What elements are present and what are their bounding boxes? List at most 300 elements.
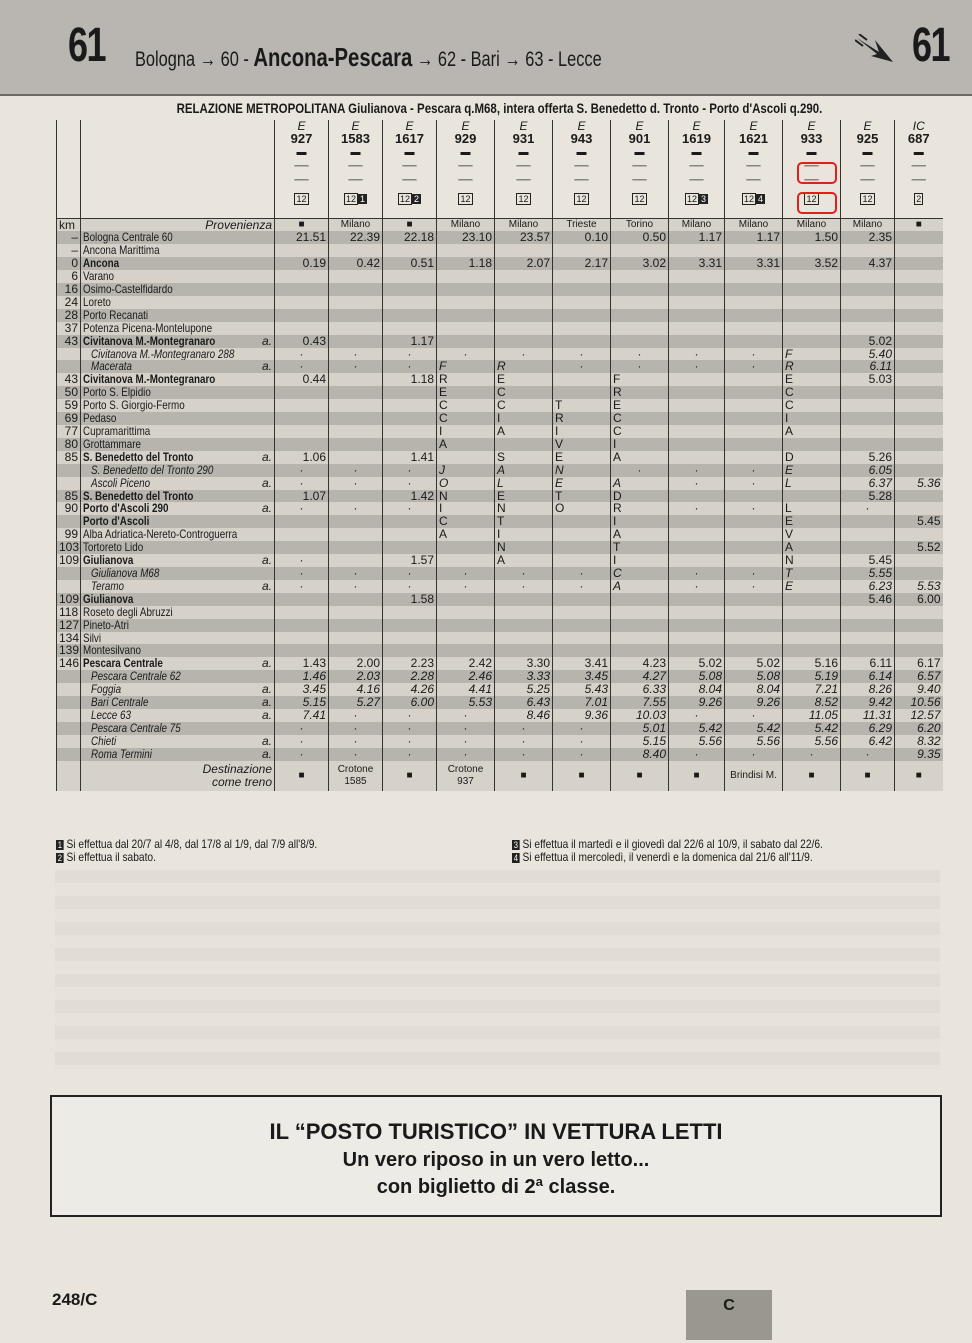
time-cell	[669, 335, 725, 348]
time-cell: ·	[495, 735, 553, 748]
time-cell	[895, 296, 943, 309]
time-cell: 5.52	[895, 541, 943, 554]
time-cell	[495, 438, 553, 451]
time-cell: 3.45	[553, 670, 611, 683]
km-label: km	[57, 218, 81, 231]
station-name: Chieti	[91, 734, 117, 748]
time-cell: F	[611, 373, 669, 386]
time-cell: 4.37	[841, 257, 895, 270]
time-cell: R	[611, 386, 669, 399]
time-cell: 6.33	[611, 683, 669, 696]
time-cell: 5.45	[895, 515, 943, 528]
time-cell: 8.04	[669, 683, 725, 696]
time-cell	[329, 296, 383, 309]
time-cell: 1.57	[383, 554, 437, 567]
km-cell: 99	[57, 528, 81, 541]
time-cell	[895, 528, 943, 541]
time-cell: E	[495, 490, 553, 503]
time-cell	[895, 399, 943, 412]
time-cell	[553, 386, 611, 399]
time-cell	[895, 231, 943, 244]
time-cell	[669, 451, 725, 464]
train-col-header	[895, 120, 943, 218]
station-name: Civitanova M.-Montegranaro	[83, 373, 216, 387]
time-cell: 5.40	[841, 348, 895, 361]
time-cell	[275, 322, 329, 335]
time-cell: ·	[329, 722, 383, 735]
time-cell: ·	[437, 348, 495, 361]
station-name: Porto d'Ascoli	[83, 515, 150, 529]
time-cell	[895, 632, 943, 645]
train-col-header	[329, 120, 383, 218]
arrival-marker: a.	[261, 579, 272, 593]
bleed-through-background	[55, 870, 940, 1070]
station-row	[57, 373, 943, 386]
time-cell: 3.31	[725, 257, 783, 270]
station-row	[57, 412, 943, 425]
time-cell: 1.46	[275, 670, 329, 683]
provenienza-cell: Milano	[841, 218, 895, 231]
time-cell	[495, 593, 553, 606]
station-name: Lecce 63	[91, 708, 131, 722]
time-cell	[275, 399, 329, 412]
time-cell: 8.52	[783, 696, 841, 709]
station-cell	[81, 464, 275, 477]
station-row	[57, 296, 943, 309]
km-cell: 118	[57, 606, 81, 619]
station-name: Cupramarittima	[83, 425, 151, 438]
station-cell	[81, 438, 275, 451]
time-cell: 1.17	[383, 335, 437, 348]
time-cell	[383, 632, 437, 645]
train-category: E	[635, 120, 644, 133]
time-cell	[383, 244, 437, 257]
time-cell: 7.41	[275, 709, 329, 722]
time-cell	[783, 438, 841, 451]
time-cell	[783, 619, 841, 632]
time-cell: 6.29	[841, 722, 895, 735]
time-cell: 3.31	[669, 257, 725, 270]
station-name: Potenza Picena-Montelupone	[83, 321, 213, 335]
time-cell	[669, 554, 725, 567]
time-cell	[669, 322, 725, 335]
time-cell: A	[611, 477, 669, 490]
table-title: RELAZIONE METROPOLITANA Giulianova - Pescara q.M68, intera offerta S. Benedetto d. Tronto - Porto d'Ascoli q.290.	[176, 100, 823, 116]
station-row	[57, 464, 943, 477]
station-cell	[81, 296, 275, 309]
time-cell: O	[437, 477, 495, 490]
time-cell: V	[553, 438, 611, 451]
time-cell	[329, 386, 383, 399]
station-cell	[81, 748, 275, 761]
train-col-header	[669, 120, 725, 218]
time-cell: ·	[383, 580, 437, 593]
time-cell	[841, 515, 895, 528]
station-cell	[81, 412, 275, 425]
time-cell: C	[783, 386, 841, 399]
station-row	[57, 257, 943, 270]
time-cell: O	[553, 502, 611, 515]
time-cell: I	[783, 412, 841, 425]
time-cell: 6.37	[841, 477, 895, 490]
time-cell: A	[437, 528, 495, 541]
provenienza-cell: Milano	[495, 218, 553, 231]
km-cell: –	[57, 231, 81, 244]
time-cell	[895, 438, 943, 451]
time-cell: 5.27	[329, 696, 383, 709]
time-cell: T	[783, 567, 841, 580]
time-cell	[841, 438, 895, 451]
time-cell: C	[437, 515, 495, 528]
time-cell	[725, 386, 783, 399]
time-cell	[669, 632, 725, 645]
station-cell	[81, 528, 275, 541]
time-cell	[495, 296, 553, 309]
station-cell	[81, 632, 275, 645]
time-cell	[437, 644, 495, 657]
km-cell: 90	[57, 502, 81, 515]
time-cell	[725, 644, 783, 657]
time-cell	[437, 541, 495, 554]
time-cell: 2.46	[437, 670, 495, 683]
time-cell	[895, 335, 943, 348]
time-cell	[275, 528, 329, 541]
footnote-2	[56, 851, 156, 864]
time-cell	[669, 515, 725, 528]
train-col-header	[383, 120, 437, 218]
time-cell: C	[611, 412, 669, 425]
km-blank	[57, 761, 81, 791]
time-cell: R	[783, 360, 841, 373]
time-cell: ·	[495, 722, 553, 735]
time-cell: L	[495, 477, 553, 490]
time-cell	[841, 270, 895, 283]
time-cell: N	[783, 554, 841, 567]
station-name: Ancona Marittima	[83, 244, 160, 258]
station-name: Bari Centrale	[91, 696, 149, 709]
class-badge: 12	[518, 193, 529, 204]
time-cell: L	[783, 502, 841, 515]
time-cell: A	[495, 425, 553, 438]
station-cell	[81, 644, 275, 657]
time-cell	[611, 283, 669, 296]
time-cell	[895, 490, 943, 503]
time-cell	[895, 567, 943, 580]
km-cell: 16	[57, 283, 81, 296]
time-cell	[437, 593, 495, 606]
coach-icon: ▬ ── ──	[348, 146, 363, 186]
time-cell	[895, 412, 943, 425]
train-category: E	[807, 120, 816, 133]
station-name: S. Benedetto del Tronto 290	[91, 463, 214, 477]
footnote-3-marker: 3	[513, 840, 518, 850]
time-cell: E	[783, 373, 841, 386]
come-treno-label: come treno	[211, 774, 272, 789]
time-cell: 1.41	[383, 451, 437, 464]
coach-icon: ▬ ── ──	[574, 146, 589, 186]
destinazione-cell: ■	[895, 761, 943, 791]
time-cell	[437, 244, 495, 257]
time-cell: 3.45	[275, 683, 329, 696]
time-cell	[553, 373, 611, 386]
time-cell	[669, 399, 725, 412]
time-cell	[895, 348, 943, 361]
time-cell: 4.27	[611, 670, 669, 683]
station-cell	[81, 722, 275, 735]
time-cell: 6.20	[895, 722, 943, 735]
time-cell: ·	[329, 735, 383, 748]
time-cell	[329, 541, 383, 554]
time-cell	[895, 360, 943, 373]
station-name: Porto S. Elpidio	[83, 386, 151, 400]
station-name: Grottammare	[83, 437, 141, 451]
station-name: Teramo	[91, 579, 125, 593]
time-cell: ·	[437, 709, 495, 722]
train-number: 1619	[682, 130, 711, 146]
time-cell: 5.36	[895, 477, 943, 490]
train-number: 1621	[739, 130, 768, 146]
time-cell: T	[553, 399, 611, 412]
time-cell	[895, 244, 943, 257]
time-cell: S	[495, 451, 553, 464]
time-cell	[725, 296, 783, 309]
station-cell	[81, 244, 275, 257]
class-badge: 12	[576, 193, 587, 204]
station-name: Roseto degli Abruzzi	[83, 605, 173, 619]
time-cell: ·	[725, 709, 783, 722]
coach-icon: ▬ ── ──	[860, 146, 875, 186]
time-cell: ·	[553, 722, 611, 735]
km-cell: 134	[57, 632, 81, 645]
time-cell	[725, 606, 783, 619]
time-cell	[553, 270, 611, 283]
time-cell: ·	[669, 360, 725, 373]
time-cell: 22.18	[383, 231, 437, 244]
station-cell	[81, 335, 275, 348]
time-cell: ·	[383, 464, 437, 477]
highlight-box-lower	[797, 192, 837, 214]
station-row	[57, 451, 943, 464]
station-name: Giulianova	[83, 554, 134, 567]
time-cell: 7.01	[553, 696, 611, 709]
footnote-4	[512, 851, 813, 864]
arrival-marker: a.	[261, 476, 272, 490]
time-cell: 2.28	[383, 670, 437, 683]
station-name: Loreto	[83, 295, 111, 309]
time-cell	[495, 270, 553, 283]
destinazione-cell: ■	[383, 761, 437, 791]
time-cell: ·	[275, 464, 329, 477]
station-name: Alba Adriatica-Nereto-Controguerra	[83, 528, 238, 542]
time-cell	[553, 606, 611, 619]
destinazione-cell: ■	[611, 761, 669, 791]
time-cell	[669, 270, 725, 283]
coach-icon: ▬ ── ──	[294, 146, 309, 186]
time-cell	[725, 541, 783, 554]
time-cell: 5.08	[725, 670, 783, 683]
time-cell	[669, 619, 725, 632]
time-cell	[783, 309, 841, 322]
time-cell: A	[495, 554, 553, 567]
footnote-4-text: Si effettua il mercoledì, il venerdì e la domenica dal 21/6 all'11/9.	[522, 850, 813, 864]
destinazione-cell: ■	[783, 761, 841, 791]
time-cell: 5.25	[495, 683, 553, 696]
page-number-right: 61	[912, 19, 950, 72]
time-cell	[841, 283, 895, 296]
time-cell	[383, 412, 437, 425]
time-cell: 9.26	[669, 696, 725, 709]
time-cell	[895, 257, 943, 270]
time-cell	[383, 425, 437, 438]
time-cell: 2.17	[553, 257, 611, 270]
advert-line-3: con biglietto di 2ª classe.	[376, 1176, 616, 1198]
time-cell: 0.50	[611, 231, 669, 244]
station-row	[57, 748, 943, 761]
time-cell: ·	[437, 567, 495, 580]
class-badge: 12	[743, 193, 754, 204]
time-cell	[611, 296, 669, 309]
km-cell	[57, 722, 81, 735]
time-cell: 3.33	[495, 670, 553, 683]
time-cell	[725, 399, 783, 412]
station-cell	[81, 502, 275, 515]
time-cell: A	[495, 464, 553, 477]
time-cell	[329, 335, 383, 348]
time-cell: 1.18	[437, 257, 495, 270]
train-number: 687	[907, 130, 930, 146]
time-cell: 0.19	[275, 257, 329, 270]
time-cell	[725, 451, 783, 464]
time-cell: 23.57	[495, 231, 553, 244]
time-cell: 8.32	[895, 735, 943, 748]
time-cell	[329, 554, 383, 567]
station-cell	[81, 490, 275, 503]
time-cell	[437, 451, 495, 464]
time-cell: ·	[329, 748, 383, 761]
time-cell: ·	[725, 748, 783, 761]
time-cell	[783, 644, 841, 657]
time-cell	[783, 335, 841, 348]
time-cell	[329, 244, 383, 257]
coach-icon: ▬ ── ──	[402, 146, 417, 186]
km-cell	[57, 580, 81, 593]
time-cell: 5.01	[611, 722, 669, 735]
time-cell: ·	[329, 580, 383, 593]
time-cell	[553, 593, 611, 606]
time-cell	[495, 283, 553, 296]
station-cell	[81, 257, 275, 270]
time-cell: 0.51	[383, 257, 437, 270]
station-row	[57, 722, 943, 735]
station-name: Roma Termini	[91, 747, 152, 761]
station-row	[57, 541, 943, 554]
time-cell	[725, 593, 783, 606]
time-cell	[725, 632, 783, 645]
destinazione-cell: Crotone 1585	[329, 761, 383, 791]
route-prefix: Bologna	[135, 48, 196, 71]
station-row	[57, 231, 943, 244]
station-name: Ancona	[83, 257, 120, 271]
provenienza-cell: Milano	[669, 218, 725, 231]
time-cell: C	[495, 399, 553, 412]
time-cell	[437, 335, 495, 348]
time-cell: ·	[383, 748, 437, 761]
time-cell	[669, 425, 725, 438]
train-col-header	[725, 120, 783, 218]
time-cell	[275, 386, 329, 399]
arrival-marker: a.	[261, 334, 272, 348]
time-cell: D	[611, 490, 669, 503]
time-cell: 11.05	[783, 709, 841, 722]
time-cell	[553, 283, 611, 296]
provenienza-cell: ■	[895, 218, 943, 231]
station-name: Porto d'Ascoli 290	[83, 502, 169, 516]
train-number: 929	[454, 130, 477, 146]
time-cell	[669, 283, 725, 296]
time-cell	[329, 412, 383, 425]
time-cell: 5.46	[841, 593, 895, 606]
time-cell: ·	[329, 567, 383, 580]
time-cell	[725, 515, 783, 528]
provenienza-label: Provenienza	[81, 218, 275, 231]
provenienza-cell: Trieste	[553, 218, 611, 231]
time-cell	[895, 554, 943, 567]
time-cell	[553, 322, 611, 335]
class-badge: 12	[460, 193, 471, 204]
time-cell	[725, 335, 783, 348]
time-cell	[437, 283, 495, 296]
station-cell	[81, 399, 275, 412]
coach-icon: ▬ ── ──	[804, 146, 819, 186]
time-cell	[329, 593, 383, 606]
time-cell: 2.23	[383, 657, 437, 670]
station-cell	[81, 477, 275, 490]
time-cell	[669, 490, 725, 503]
station-row	[57, 438, 943, 451]
time-cell	[383, 386, 437, 399]
time-cell	[611, 270, 669, 283]
time-cell	[669, 541, 725, 554]
time-cell	[383, 309, 437, 322]
time-cell	[783, 606, 841, 619]
time-cell	[841, 425, 895, 438]
station-row	[57, 657, 943, 670]
time-cell: 9.42	[841, 696, 895, 709]
time-cell	[669, 528, 725, 541]
time-cell	[783, 296, 841, 309]
time-cell: 10.56	[895, 696, 943, 709]
time-cell	[783, 322, 841, 335]
time-cell: ·	[669, 348, 725, 361]
destinazione-cell: ■	[669, 761, 725, 791]
train-category: E	[461, 120, 470, 133]
time-cell	[275, 412, 329, 425]
time-cell	[329, 451, 383, 464]
time-cell	[783, 490, 841, 503]
time-cell: ·	[553, 735, 611, 748]
note-marker: 1	[360, 193, 366, 204]
train-category: E	[692, 120, 701, 133]
time-cell	[275, 619, 329, 632]
station-name: Pescara Centrale 62	[91, 670, 181, 684]
time-cell: 8.26	[841, 683, 895, 696]
time-cell: ·	[841, 502, 895, 515]
time-cell: ·	[329, 360, 383, 373]
time-cell	[611, 606, 669, 619]
time-cell	[275, 515, 329, 528]
time-cell: I	[611, 554, 669, 567]
note-marker: 3	[701, 193, 707, 204]
